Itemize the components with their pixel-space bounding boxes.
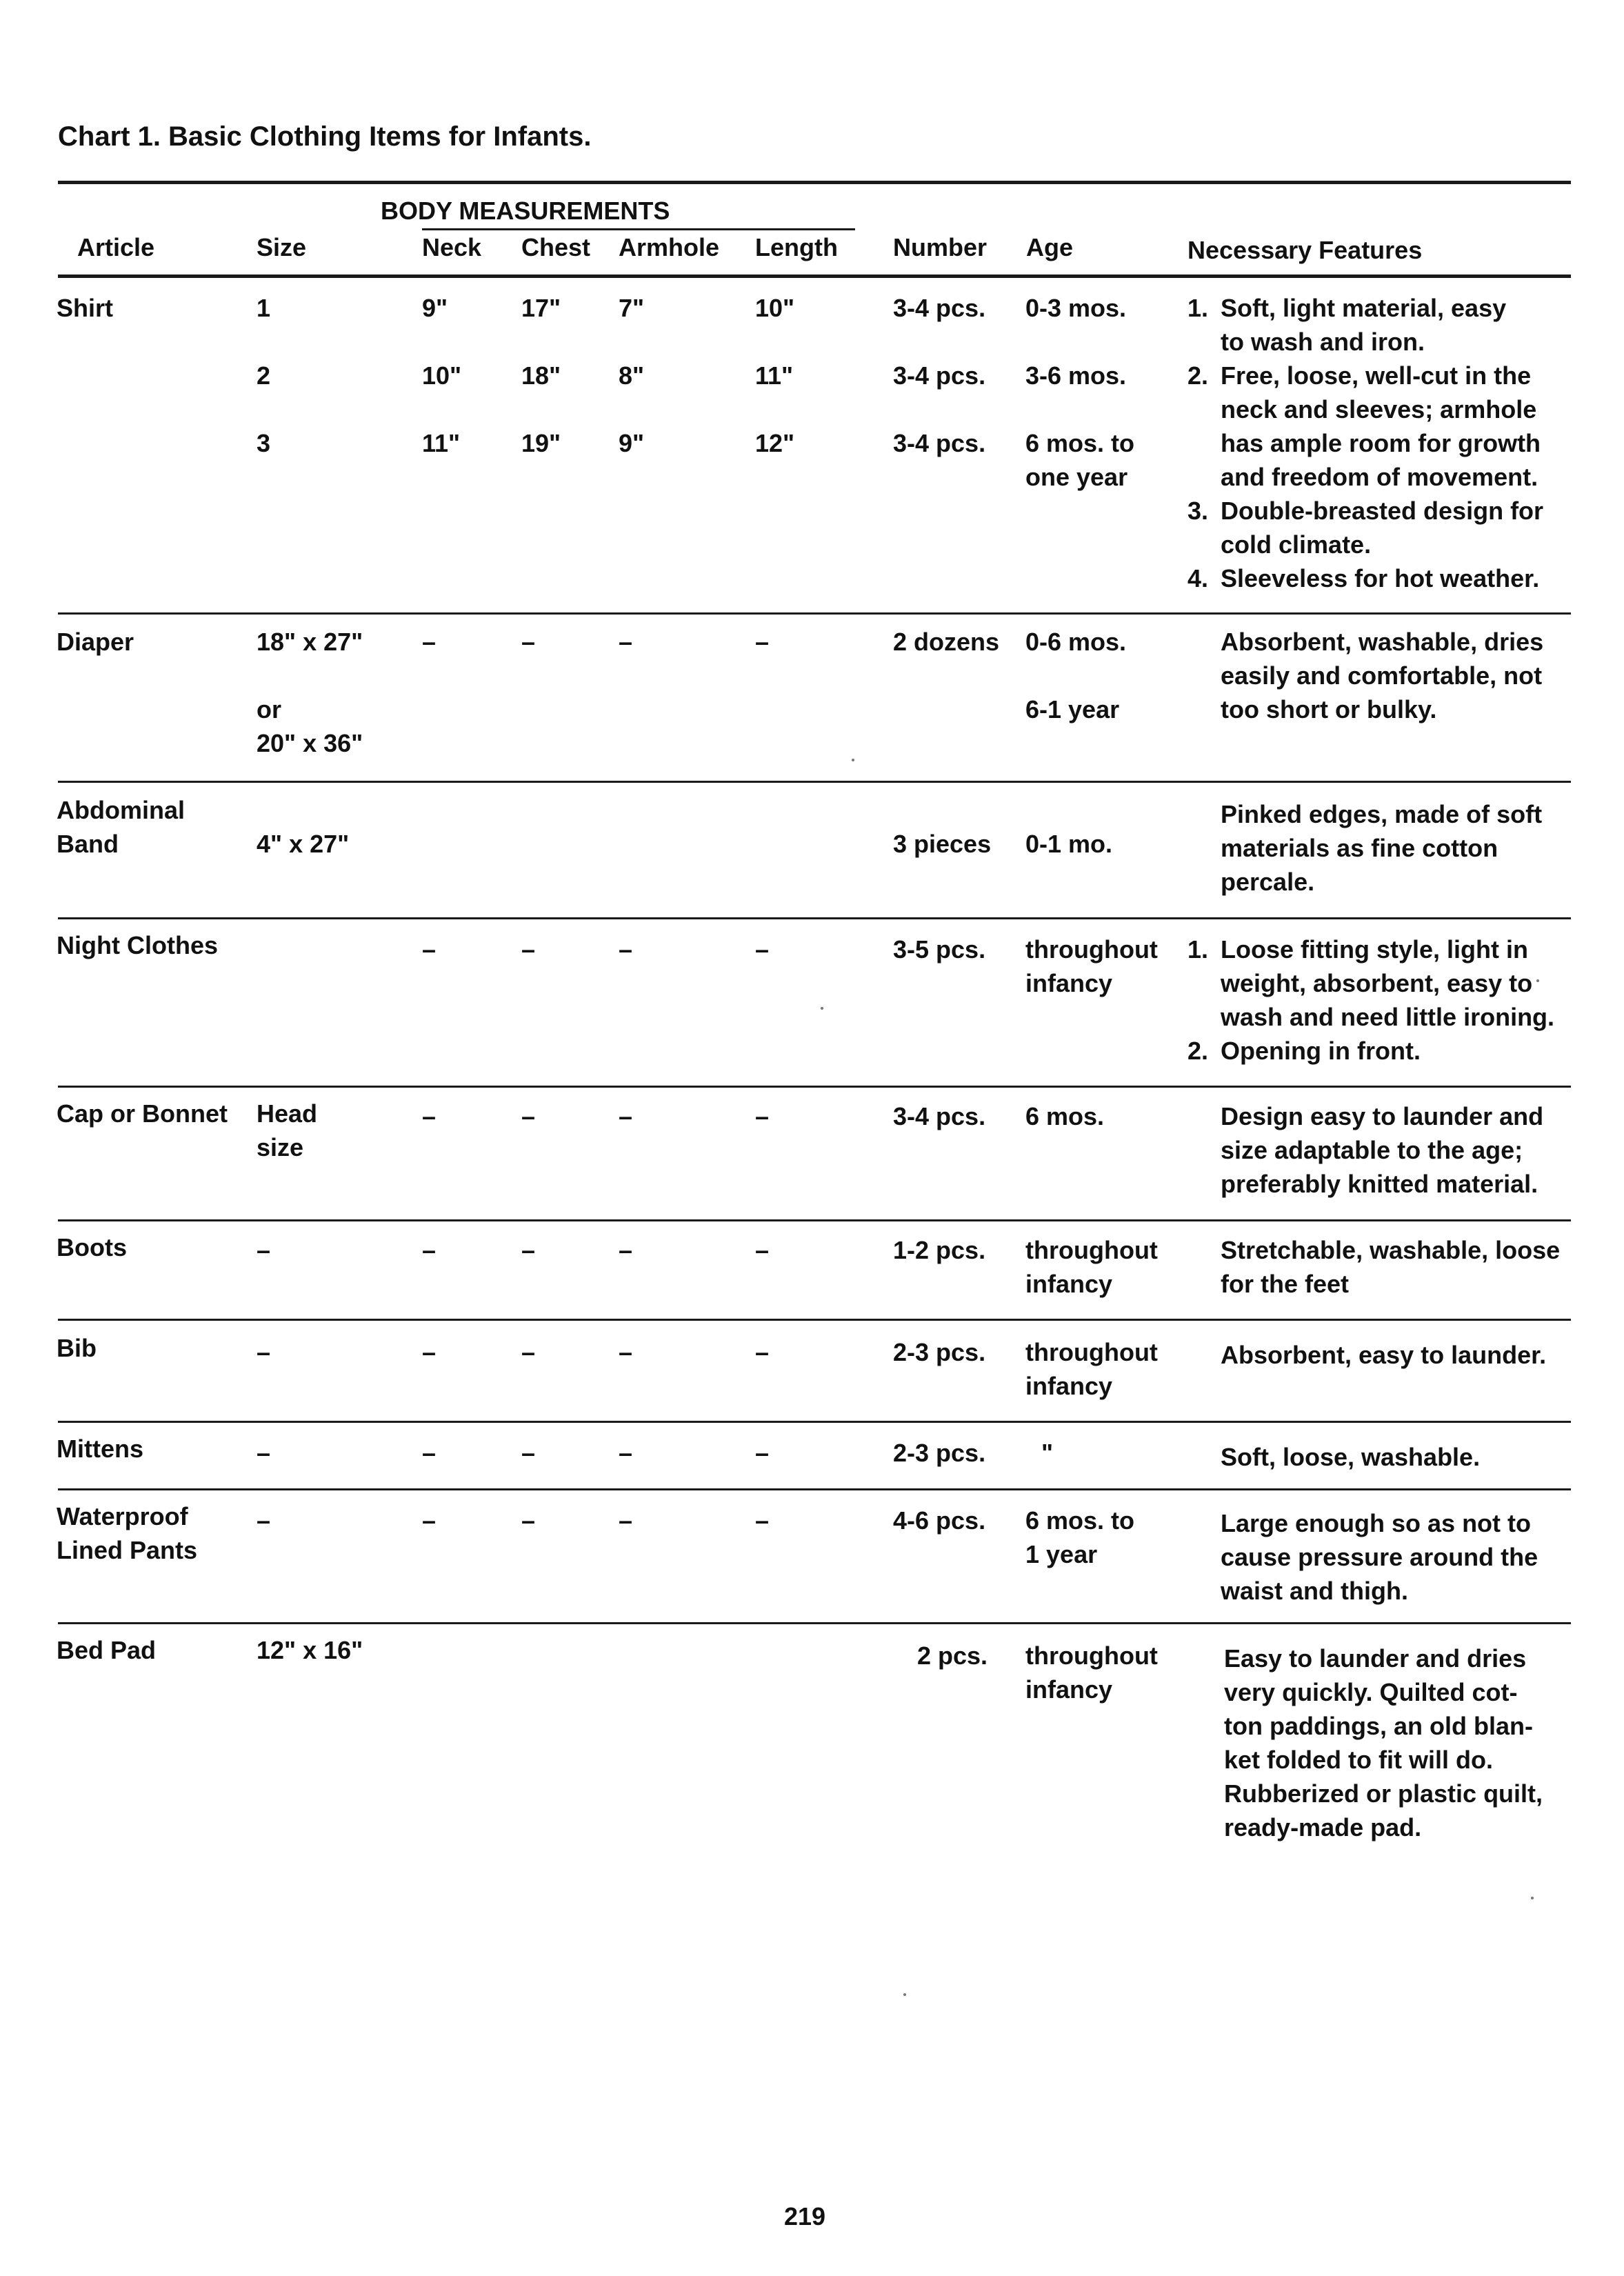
- feature-item: [1187, 359, 1543, 494]
- feature-number: 4.: [1187, 564, 1209, 592]
- feature-item: [1187, 932, 1554, 1034]
- row-waterproof-pants-features: Large enough so as not to cause pressure around the waist and thigh.: [1221, 1509, 1538, 1605]
- row-shirt-size: 1 2 3: [257, 294, 271, 457]
- row-waterproof-pants-length: –: [755, 1506, 770, 1535]
- row-divider: [58, 1622, 1571, 1624]
- row-bib-armhole: –: [619, 1338, 633, 1366]
- row-cap-or-bonnet-armhole: –: [619, 1102, 633, 1130]
- row-bib-number: 2-3 pcs.: [893, 1338, 986, 1366]
- row-boots-article: Boots: [57, 1233, 127, 1261]
- row-mittens-length: –: [755, 1439, 770, 1467]
- row-boots-armhole: –: [619, 1236, 633, 1264]
- row-night-clothes-armhole: –: [619, 935, 633, 964]
- row-night-clothes-neck: –: [422, 935, 437, 964]
- row-shirt-features: [1187, 291, 1543, 595]
- row-shirt-length: 10" 11" 12": [755, 294, 795, 457]
- feature-text: Soft, light material, easy to wash and iron.: [1221, 294, 1507, 356]
- row-waterproof-pants-article: Waterproof Lined Pants: [57, 1502, 198, 1564]
- row-cap-or-bonnet-article: Cap or Bonnet: [57, 1099, 228, 1128]
- row-divider: [58, 1488, 1571, 1490]
- row-diaper-age: 0-6 mos. 6-1 year: [1025, 628, 1127, 723]
- header-article: Article: [77, 233, 155, 261]
- row-mittens-article: Mittens: [57, 1435, 143, 1463]
- row-boots-size: –: [257, 1236, 271, 1264]
- header-length: Length: [755, 233, 838, 261]
- row-shirt-number: 3-4 pcs. 3-4 pcs. 3-4 pcs.: [893, 294, 986, 457]
- feature-number: 2.: [1187, 361, 1209, 390]
- row-boots-chest: –: [521, 1236, 536, 1264]
- row-shirt-neck: 9" 10" 11": [422, 294, 462, 457]
- feature-item: [1187, 1034, 1554, 1068]
- row-diaper-number: 2 dozens: [893, 628, 1000, 656]
- row-mittens-features: Soft, loose, washable.: [1221, 1443, 1481, 1471]
- row-diaper-size: 18" x 27" or 20" x 36": [257, 628, 363, 757]
- scan-speck: [1531, 1897, 1534, 1899]
- row-shirt-armhole: 7" 8" 9": [619, 294, 645, 457]
- header-number: Number: [893, 233, 988, 261]
- row-boots-age: throughout infancy: [1025, 1236, 1158, 1298]
- row-mittens-number: 2-3 pcs.: [893, 1439, 986, 1467]
- feature-item: [1187, 494, 1543, 561]
- header-rule: [58, 274, 1571, 278]
- header-body-measurements: BODY MEASUREMENTS: [381, 197, 670, 225]
- row-bib-age: throughout infancy: [1025, 1338, 1158, 1400]
- feature-number: 2.: [1187, 1037, 1209, 1065]
- row-waterproof-pants-armhole: –: [619, 1506, 633, 1535]
- row-waterproof-pants-chest: –: [521, 1506, 536, 1535]
- row-abdominal-band-number: 3 pieces: [893, 830, 992, 858]
- feature-text: Opening in front.: [1221, 1037, 1421, 1065]
- row-abdominal-band-age: 0-1 mo.: [1025, 830, 1113, 858]
- feature-text: Sleeveless for hot weather.: [1221, 564, 1540, 592]
- row-boots-length: –: [755, 1236, 770, 1264]
- row-night-clothes-age: throughout infancy: [1025, 935, 1158, 997]
- chart-title: Chart 1. Basic Clothing Items for Infants.: [58, 121, 592, 152]
- row-mittens-armhole: –: [619, 1439, 633, 1467]
- row-shirt-article: Shirt: [57, 294, 114, 322]
- feature-number: 3.: [1187, 497, 1209, 525]
- row-night-clothes-article: Night Clothes: [57, 931, 218, 959]
- row-waterproof-pants-age: 6 mos. to 1 year: [1025, 1506, 1135, 1568]
- row-cap-or-bonnet-length: –: [755, 1102, 770, 1130]
- row-bed-pad-age: throughout infancy: [1025, 1641, 1158, 1704]
- feature-text: Double-breasted design for cold climate.: [1221, 497, 1544, 559]
- top-rule: [58, 181, 1571, 184]
- row-diaper-article: Diaper: [57, 628, 134, 656]
- row-divider: [58, 917, 1571, 919]
- row-cap-or-bonnet-features: Design easy to launder and size adaptable to the age; preferably knitted material.: [1221, 1102, 1544, 1198]
- row-divider: [58, 1086, 1571, 1088]
- row-diaper-features: Absorbent, washable, dries easily and comfortable, not too short or bulky.: [1221, 628, 1544, 723]
- row-bib-size: –: [257, 1338, 271, 1366]
- row-bib-chest: –: [521, 1338, 536, 1366]
- row-boots-features: Stretchable, washable, loose for the feet: [1221, 1236, 1561, 1298]
- row-boots-neck: –: [422, 1236, 437, 1264]
- row-night-clothes-length: –: [755, 935, 770, 964]
- row-bib-article: Bib: [57, 1334, 97, 1362]
- row-mittens-neck: –: [422, 1439, 437, 1467]
- row-night-clothes-features: [1187, 932, 1554, 1068]
- scan-speck: [1536, 979, 1539, 982]
- feature-item: [1187, 291, 1543, 359]
- row-abdominal-band-size: 4" x 27": [257, 830, 350, 858]
- row-boots-number: 1-2 pcs.: [893, 1236, 986, 1264]
- header-neck: Neck: [422, 233, 482, 261]
- row-bed-pad-number: 2 pcs.: [917, 1641, 988, 1670]
- feature-number: 1.: [1187, 294, 1209, 322]
- row-waterproof-pants-size: –: [257, 1506, 271, 1535]
- row-cap-or-bonnet-age: 6 mos.: [1025, 1102, 1105, 1130]
- row-divider: [58, 612, 1571, 615]
- row-diaper-length: –: [755, 628, 770, 656]
- scan-speck: [903, 1993, 906, 1996]
- row-shirt-age: 0-3 mos. 3-6 mos. 6 mos. to one year: [1025, 294, 1135, 491]
- row-night-clothes-chest: –: [521, 935, 536, 964]
- row-diaper-neck: –: [422, 628, 437, 656]
- row-cap-or-bonnet-chest: –: [521, 1102, 536, 1130]
- row-mittens-age: ": [1041, 1439, 1054, 1467]
- header-necessary-features: Necessary Features: [1187, 236, 1423, 264]
- row-bed-pad-article: Bed Pad: [57, 1636, 157, 1664]
- header-chest: Chest: [521, 233, 591, 261]
- header-size: Size: [257, 233, 307, 261]
- row-bed-pad-features: Easy to launder and dries very quickly. Quilted cot- ton paddings, an old blan- ket folded to fit will do. Rubberized or plastic quilt, ready-made pad.: [1224, 1644, 1543, 1841]
- row-waterproof-pants-number: 4-6 pcs.: [893, 1506, 986, 1535]
- header-armhole: Armhole: [619, 233, 720, 261]
- row-bed-pad-size: 12" x 16": [257, 1636, 363, 1664]
- row-shirt-chest: 17" 18" 19": [521, 294, 561, 457]
- row-diaper-armhole: –: [619, 628, 633, 656]
- feature-number: 1.: [1187, 935, 1209, 964]
- row-night-clothes-number: 3-5 pcs.: [893, 935, 986, 964]
- row-bib-features: Absorbent, easy to launder.: [1221, 1341, 1547, 1369]
- page-number: 219: [784, 2202, 826, 2230]
- feature-item: [1187, 561, 1543, 595]
- row-divider: [58, 1219, 1571, 1221]
- row-divider: [58, 1319, 1571, 1321]
- row-diaper-chest: –: [521, 628, 536, 656]
- header-age: Age: [1026, 233, 1074, 261]
- row-abdominal-band-features: Pinked edges, made of soft materials as fine cotton percale.: [1221, 800, 1543, 896]
- body-measurements-underline: [422, 228, 855, 230]
- row-cap-or-bonnet-number: 3-4 pcs.: [893, 1102, 986, 1130]
- scan-speck: [852, 759, 854, 761]
- row-divider: [58, 1421, 1571, 1423]
- row-cap-or-bonnet-neck: –: [422, 1102, 437, 1130]
- row-bib-length: –: [755, 1338, 770, 1366]
- row-abdominal-band-article: Abdominal Band: [57, 796, 185, 858]
- scan-speck: [821, 1007, 823, 1010]
- feature-text: Loose fitting style, light in weight, absorbent, easy to wash and need little ironing.: [1221, 935, 1555, 1031]
- row-mittens-chest: –: [521, 1439, 536, 1467]
- feature-text: Free, loose, well-cut in the neck and sleeves; armhole has ample room for growth and freedom of movement.: [1221, 361, 1541, 491]
- row-waterproof-pants-neck: –: [422, 1506, 437, 1535]
- row-mittens-size: –: [257, 1439, 271, 1467]
- row-bib-neck: –: [422, 1338, 437, 1366]
- row-cap-or-bonnet-size: Head size: [257, 1099, 318, 1161]
- row-divider: [58, 781, 1571, 783]
